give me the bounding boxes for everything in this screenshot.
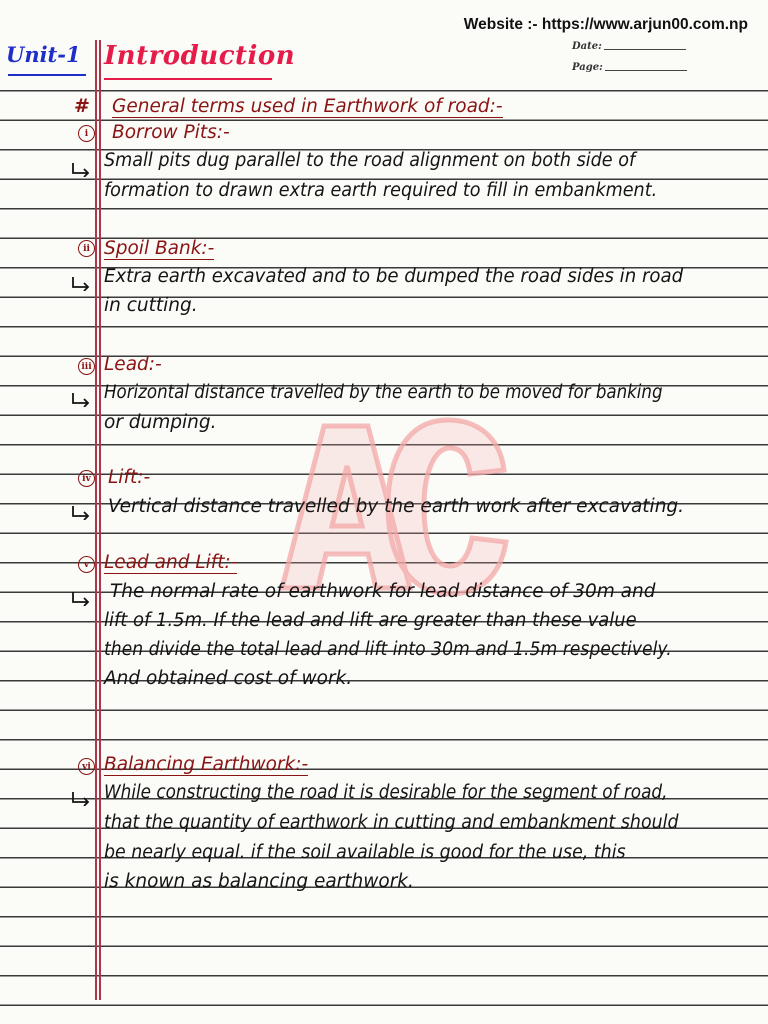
- page-label: Page:: [572, 62, 603, 73]
- term-line: Vertical distance travelled by the earth work after excavating.: [108, 496, 685, 517]
- arrow-icon: [70, 790, 92, 806]
- term-number: iv: [78, 470, 95, 487]
- term-number: v: [78, 556, 95, 573]
- term-title: [104, 754, 308, 775]
- term-title-text: Lead and Lift:-: [104, 552, 238, 573]
- arrow-icon: [70, 504, 92, 520]
- term-title: Lead:-: [104, 354, 162, 375]
- arrow-icon: [70, 391, 92, 407]
- term-title: [104, 238, 214, 259]
- margin-line: [95, 40, 97, 1000]
- unit-label: Unit-1: [6, 42, 81, 67]
- arrow-icon: [70, 590, 92, 606]
- term-line: be nearly equal. if the soil available is good for the use, this: [104, 842, 626, 863]
- term-line: The normal rate of earthwork for lead distance of 30m and: [110, 581, 656, 602]
- date-label: Date:: [572, 41, 602, 52]
- term-number: ii: [78, 240, 95, 257]
- term-number: i: [78, 125, 95, 142]
- term-line: And obtained cost of work.: [104, 668, 353, 689]
- term-title-text: Balancing Earthwork:-: [104, 754, 309, 775]
- term-title-text: Spoil Bank:-: [104, 238, 215, 259]
- term-line: Extra earth excavated and to be dumped the road sides in road: [104, 266, 684, 287]
- title-underline: [104, 78, 272, 80]
- term-line: in cutting.: [104, 295, 198, 316]
- arrow-icon: [70, 275, 92, 291]
- term-line: Horizontal distance travelled by the earth to be moved for banking: [104, 382, 663, 403]
- term-title: [104, 552, 237, 573]
- date-field: [572, 41, 686, 52]
- term-title: Borrow Pits:-: [112, 122, 230, 143]
- page-number-field: [572, 62, 687, 73]
- section-heading-text: General terms used in Earthwork of road:-: [112, 96, 503, 117]
- term-line: or dumping.: [104, 412, 217, 433]
- term-line: Small pits dug parallel to the road alignment on both side of: [104, 150, 636, 171]
- page-title: Introduction: [104, 41, 296, 71]
- section-heading: [112, 96, 503, 117]
- term-line: is known as balancing earthwork.: [104, 871, 414, 892]
- unit-underline: [8, 74, 86, 76]
- term-number: iii: [78, 358, 95, 375]
- term-number: vi: [78, 758, 95, 775]
- term-line: formation to drawn extra earth required to fill in embankment.: [104, 180, 658, 201]
- term-title: Lift:-: [108, 467, 151, 488]
- heading-marker: #: [74, 95, 90, 117]
- term-line: then divide the total lead and lift into 30m and 1.5m respectively.: [104, 639, 672, 660]
- arrow-icon: [70, 161, 92, 177]
- margin-line: [99, 40, 101, 1000]
- term-line: that the quantity of earthwork in cutting and embankment should: [104, 812, 679, 833]
- term-line: While constructing the road it is desirable for the segment of road,: [104, 782, 668, 803]
- term-line: lift of 1.5m. If the lead and lift are greater than these value: [104, 610, 637, 631]
- website-url: Website :- https://www.arjun00.com.np: [463, 16, 748, 33]
